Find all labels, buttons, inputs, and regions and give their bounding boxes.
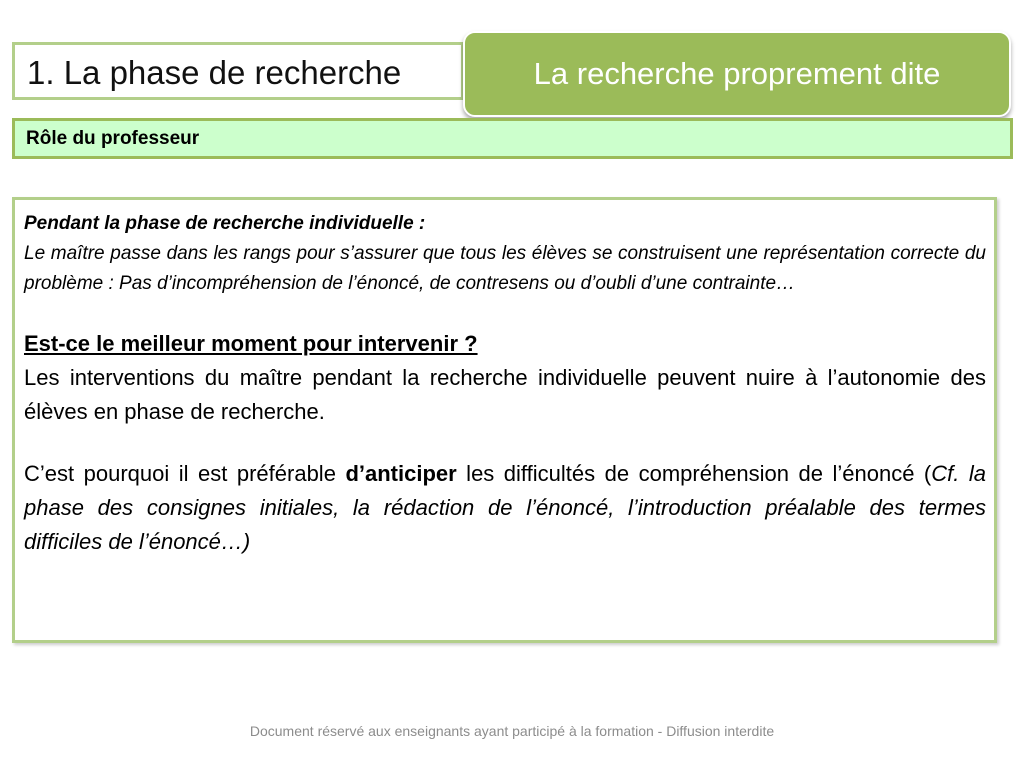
section-tab-label: La recherche proprement dite bbox=[533, 56, 941, 91]
content-paragraph-2: Les interventions du maître pendant la recherche individuelle peuvent nuire à l’autonomie des élèves en phase de recherche. bbox=[24, 365, 986, 424]
content-paragraph-3 bbox=[24, 457, 986, 559]
content-question: Est-ce le meilleur moment pour intervenir ? bbox=[24, 331, 478, 356]
content-body bbox=[24, 209, 986, 559]
role-bar-label: Rôle du professeur bbox=[26, 128, 200, 149]
paragraph-3-start: C’est pourquoi il est préférable bbox=[24, 461, 346, 486]
paragraph-3-bold: d’anticiper bbox=[345, 461, 457, 486]
paragraph-3-italic: Cf. la phase des consignes initiales, la rédaction de l’énoncé, l’introduction préalable des termes difficiles de l’énoncé…) bbox=[24, 461, 986, 554]
content-paragraph-1: Le maître passe dans les rangs pour s’assurer que tous les élèves se construisent une représentation correcte du problème : Pas d’incompréhension de l’énoncé, de contresens ou d’oubli d’une contrainte… bbox=[24, 243, 986, 294]
spacer bbox=[24, 299, 986, 327]
paragraph-3-middle: les difficultés de compréhension de l’énoncé ( bbox=[456, 461, 932, 486]
content-heading: Pendant la phase de recherche individuelle : bbox=[24, 213, 426, 234]
section-tab bbox=[463, 31, 1011, 117]
content-box bbox=[12, 197, 997, 643]
role-bar bbox=[12, 118, 1013, 159]
slide-title-box bbox=[12, 42, 464, 100]
spacer bbox=[24, 429, 986, 457]
slide-title: 1. La phase de recherche bbox=[27, 54, 402, 91]
footer-disclaimer: Document réservé aux enseignants ayant participé à la formation - Diffusion interdite bbox=[249, 723, 775, 739]
